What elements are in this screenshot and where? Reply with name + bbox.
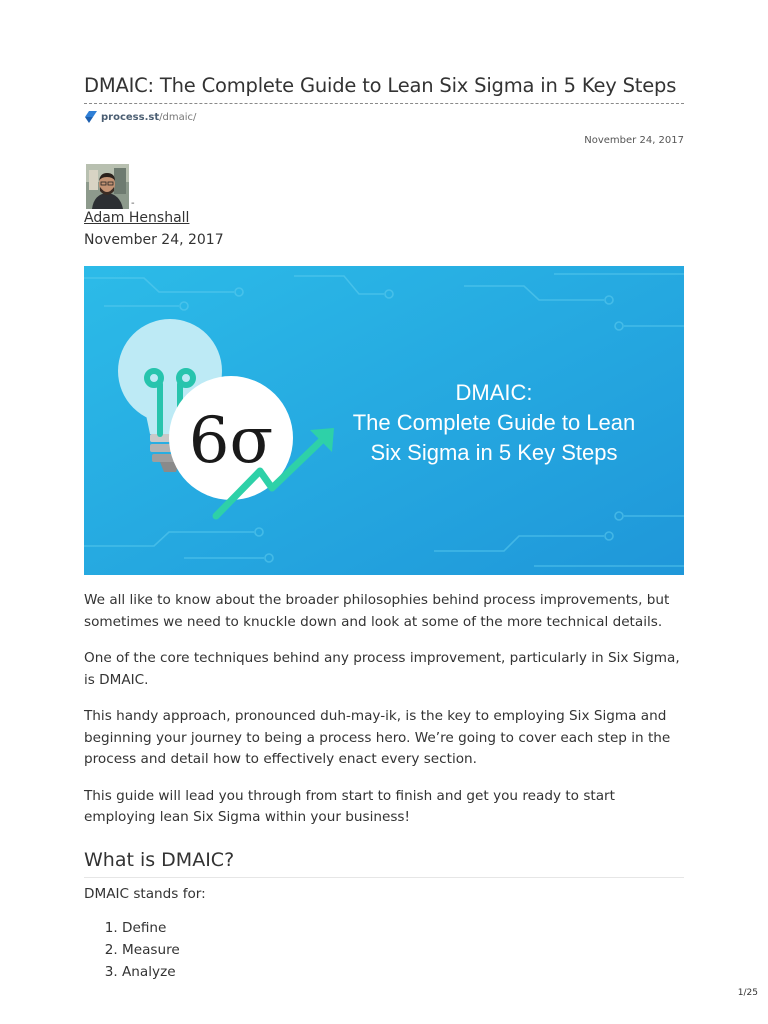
hero-image [84, 266, 684, 575]
list-item: 2. Measure [122, 939, 684, 961]
page-title: DMAIC: The Complete Guide to Lean Six Sigma in 5 Key Steps [84, 74, 677, 97]
stands-for-text: DMAIC stands for: [84, 885, 206, 902]
avatar [86, 164, 129, 209]
source-path[interactable]: /dmaic/ [159, 111, 197, 123]
author-link[interactable]: Adam Henshall [84, 210, 190, 226]
title-divider [84, 103, 684, 104]
author-avatar-block [86, 164, 135, 209]
paragraph-2: One of the core techniques behind any process improvement, particularly in Six Sigma, is DMAIC. [84, 650, 680, 688]
hero-title-line1: DMAIC: [455, 380, 533, 405]
paragraph-4: This guide will lead you through from start to finish and get you ready to start employing lean Six Sigma within your business! [84, 787, 615, 825]
post-date: November 24, 2017 [84, 232, 224, 248]
header-date: November 24, 2017 [584, 135, 684, 146]
paragraph-3: This handy approach, pronounced duh-may-ik, is the key to employing Six Sigma and beginning your journey to being a process hero. We’re going to cover each step in the process and detail how to effectively enact every section. [84, 708, 671, 767]
dmaic-list [84, 917, 684, 983]
page-number: 1/25 [737, 988, 758, 998]
hero-title [344, 378, 644, 468]
source-link[interactable] [84, 109, 196, 125]
hero-title-line3: Six Sigma in 5 Key Steps [370, 440, 618, 465]
avatar-separator: - [131, 198, 135, 209]
process-st-logo-icon [84, 110, 98, 124]
source-domain[interactable]: process.st [101, 111, 160, 123]
six-sigma-text: 6σ [188, 404, 274, 478]
list-item: 3. Analyze [122, 961, 684, 983]
article-body [84, 590, 684, 983]
section-heading: What is DMAIC? [84, 847, 684, 878]
hero-title-line2: The Complete Guide to Lean [352, 410, 636, 435]
paragraph-1: We all like to know about the broader philosophies behind process improvements, but sometimes we need to knuckle down and look at some of the more technical details. [84, 592, 670, 630]
list-item: 1. Define [122, 917, 684, 939]
